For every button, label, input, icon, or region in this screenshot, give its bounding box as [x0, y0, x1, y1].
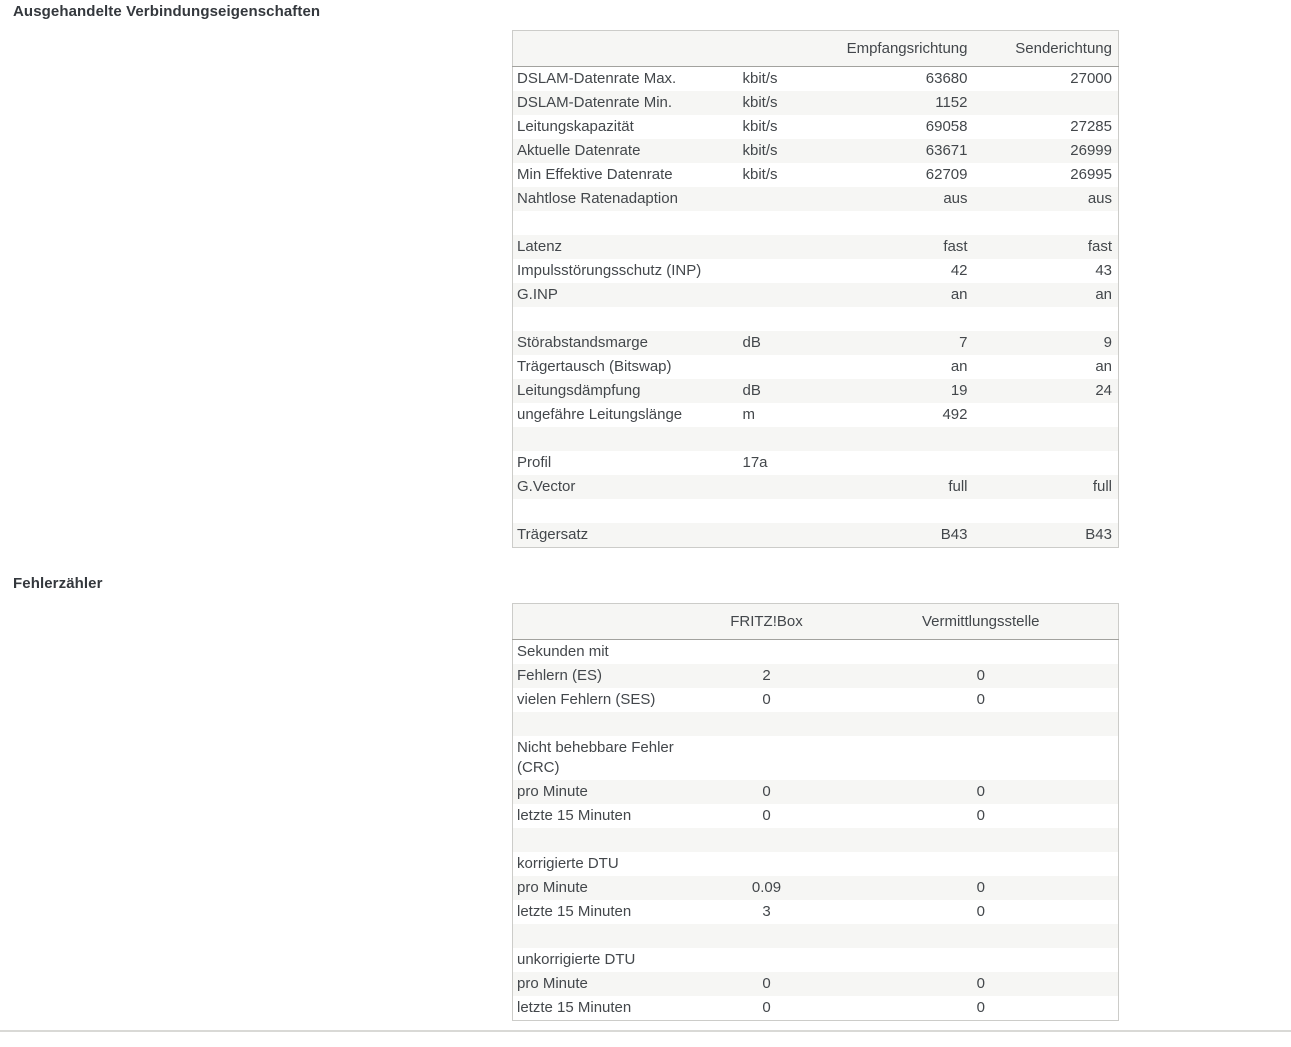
cell-label: pro Minute [517, 975, 588, 992]
cell-label [513, 211, 739, 235]
cell-label: Min Effektive Datenrate [517, 166, 673, 183]
cell-rx: 19 [950, 382, 968, 399]
cell-tx: 24 [1095, 382, 1112, 399]
cell-unit: kbit/s [742, 70, 778, 87]
cell-exchange [844, 924, 1119, 948]
table-row [513, 876, 1119, 900]
cell-unit: kbit/s [742, 166, 778, 183]
error-table-header [513, 604, 1119, 640]
cell-tx [974, 451, 1119, 475]
cell-unit: 17a [742, 454, 768, 471]
spacer-row [513, 427, 1119, 451]
cell-label: Trägertausch (Bitswap) [517, 358, 672, 375]
bottom-divider [0, 1030, 1291, 1032]
cell-label: Leitungsdämpfung [517, 382, 641, 399]
table-row [513, 688, 1119, 712]
cell-unit [739, 427, 819, 451]
table-row [513, 187, 1119, 211]
cell-label: G.INP [517, 286, 558, 303]
cell-label: Nicht behebbare Fehler (CRC) [517, 739, 674, 776]
cell-tx: 26999 [1070, 142, 1112, 159]
cell-label: letzte 15 Minuten [517, 807, 632, 824]
cell-label: Sekunden mit [517, 643, 609, 660]
table-row [513, 780, 1119, 804]
cell-label: ungefähre Leitungslänge [517, 406, 683, 423]
cell-exchange: 0 [976, 999, 985, 1016]
error-table-body [513, 640, 1119, 1021]
cell-label: pro Minute [517, 783, 588, 800]
cell-rx: 492 [942, 406, 968, 423]
cell-fritzbox: 0 [762, 783, 771, 800]
table-row [513, 640, 1119, 665]
cell-unit [739, 235, 819, 259]
cell-unit [739, 211, 819, 235]
cell-rx: an [950, 286, 968, 303]
table-row [513, 804, 1119, 828]
cell-fritzbox: 0 [762, 975, 771, 992]
cell-rx: 69058 [925, 118, 968, 135]
cell-label: Nahtlose Ratenadaption [517, 190, 678, 207]
cell-unit [739, 355, 819, 379]
table-row [513, 523, 1119, 548]
cell-fritzbox: 2 [762, 667, 771, 684]
table-row [513, 259, 1119, 283]
cell-label: Impulsstörungsschutz (INP) [517, 262, 702, 279]
cell-unit [739, 499, 819, 523]
cell-exchange [844, 712, 1119, 736]
cell-tx: fast [1087, 238, 1112, 255]
spacer-row [513, 712, 1119, 736]
cell-rx [819, 427, 974, 451]
cell-rx [819, 211, 974, 235]
cell-rx [819, 307, 974, 331]
header-row [513, 604, 1119, 640]
table-row [513, 996, 1119, 1021]
cell-tx: 27000 [1070, 70, 1112, 87]
cell-unit: m [742, 406, 755, 423]
spacer-row [513, 211, 1119, 235]
cell-exchange [844, 948, 1119, 972]
table-row [513, 972, 1119, 996]
table-row [513, 664, 1119, 688]
table-row [513, 948, 1119, 972]
cell-fritzbox: 3 [762, 903, 771, 920]
cell-fritzbox [690, 948, 844, 972]
cell-rx: an [950, 358, 968, 375]
connection-properties-table [512, 30, 1119, 548]
cell-fritzbox [690, 828, 844, 852]
cell-exchange: 0 [976, 903, 985, 920]
cell-rx: 1152 [935, 94, 968, 111]
cell-tx: 9 [1103, 334, 1112, 351]
cell-rx: 42 [950, 262, 968, 279]
error-counters-table [512, 603, 1119, 1021]
cell-rx: 63671 [925, 142, 968, 159]
cell-label [513, 828, 690, 852]
cell-exchange: 0 [976, 807, 985, 824]
cell-unit [739, 187, 819, 211]
header-cell-exchange: Vermittlungsstelle [844, 604, 1119, 640]
cell-tx: an [1095, 358, 1112, 375]
cell-unit: kbit/s [742, 118, 778, 135]
cell-tx [974, 403, 1119, 427]
cell-tx [974, 499, 1119, 523]
table-row [513, 451, 1119, 475]
cell-exchange: 0 [976, 975, 985, 992]
table-row [513, 379, 1119, 403]
cell-tx: an [1095, 286, 1112, 303]
cell-rx [819, 451, 974, 475]
cell-exchange: 0 [976, 667, 985, 684]
cell-label: letzte 15 Minuten [517, 999, 632, 1016]
cell-rx: aus [943, 190, 968, 207]
cell-label: unkorrigierte DTU [517, 951, 636, 968]
header-cell-upstream: Senderichtung [974, 31, 1119, 67]
table-row [513, 852, 1119, 876]
spacer-row [513, 924, 1119, 948]
table-row [513, 283, 1119, 307]
cell-label: DSLAM-Datenrate Min. [517, 94, 673, 111]
cell-fritzbox: 0 [762, 691, 771, 708]
cell-tx [974, 211, 1119, 235]
cell-rx [819, 499, 974, 523]
cell-rx: fast [943, 238, 968, 255]
cell-label: Aktuelle Datenrate [517, 142, 641, 159]
cell-label: Störabstandsmarge [517, 334, 648, 351]
spacer-row [513, 307, 1119, 331]
table-row [513, 403, 1119, 427]
cell-unit [739, 475, 819, 499]
cell-label [513, 427, 739, 451]
table-row [513, 900, 1119, 924]
cell-label: Trägersatz [517, 526, 589, 543]
cell-rx: 63680 [925, 70, 968, 87]
table-row [513, 163, 1119, 187]
header-cell-fritzbox: FRITZ!Box [690, 604, 844, 640]
cell-label: Latenz [517, 238, 563, 255]
header-cell-unit [739, 31, 819, 67]
cell-fritzbox [690, 640, 844, 665]
cell-exchange [844, 640, 1119, 665]
cell-tx: B43 [1085, 526, 1112, 543]
table-row [513, 67, 1119, 92]
cell-fritzbox: 0.09 [751, 879, 782, 896]
cell-fritzbox: 0 [762, 807, 771, 824]
cell-label: Leitungskapazität [517, 118, 634, 135]
header-row [513, 31, 1119, 67]
cell-unit: dB [742, 382, 761, 399]
cell-tx: 43 [1095, 262, 1112, 279]
cell-fritzbox [690, 924, 844, 948]
spacer-row [513, 499, 1119, 523]
header-cell-label [513, 31, 739, 67]
cell-label: Fehlern (ES) [517, 667, 603, 684]
section-title-connection-properties: Ausgehandelte Verbindungseigenschaften [13, 3, 321, 20]
table-row [513, 331, 1119, 355]
cell-label [513, 712, 690, 736]
cell-tx [974, 91, 1119, 115]
table-row [513, 115, 1119, 139]
table-row [513, 91, 1119, 115]
cell-unit [739, 307, 819, 331]
table-row [513, 475, 1119, 499]
table-row [513, 139, 1119, 163]
table-row [513, 355, 1119, 379]
cell-unit [739, 523, 819, 548]
cell-fritzbox: 0 [762, 999, 771, 1016]
section-title-error-counters: Fehlerzähler [13, 575, 103, 592]
cell-exchange: 0 [976, 783, 985, 800]
cell-rx: 62709 [925, 166, 968, 183]
header-cell-downstream: Empfangsrichtung [819, 31, 974, 67]
cell-label [513, 307, 739, 331]
cell-unit: dB [742, 334, 761, 351]
cell-tx: full [1092, 478, 1112, 495]
connection-table-body [513, 67, 1119, 548]
cell-label [513, 924, 690, 948]
cell-unit [739, 259, 819, 283]
cell-exchange: 0 [976, 691, 985, 708]
cell-exchange [844, 736, 1119, 780]
cell-label: G.Vector [517, 478, 576, 495]
cell-label: letzte 15 Minuten [517, 903, 632, 920]
cell-tx: 27285 [1070, 118, 1112, 135]
cell-exchange: 0 [976, 879, 985, 896]
cell-rx: full [948, 478, 968, 495]
cell-unit [739, 283, 819, 307]
cell-rx: 7 [959, 334, 968, 351]
cell-label [513, 499, 739, 523]
cell-tx: aus [1087, 190, 1112, 207]
cell-exchange [844, 852, 1119, 876]
connection-table-header [513, 31, 1119, 67]
cell-label: vielen Fehlern (SES) [517, 691, 656, 708]
cell-fritzbox [690, 852, 844, 876]
spacer-row [513, 828, 1119, 852]
cell-label: pro Minute [517, 879, 588, 896]
cell-rx: B43 [940, 526, 968, 543]
table-row [513, 736, 1119, 780]
cell-tx [974, 307, 1119, 331]
header-cell-label [513, 604, 690, 640]
cell-fritzbox [690, 736, 844, 780]
cell-label: Profil [517, 454, 552, 471]
cell-exchange [844, 828, 1119, 852]
cell-label: korrigierte DTU [517, 855, 619, 872]
cell-unit: kbit/s [742, 142, 778, 159]
cell-tx: 26995 [1070, 166, 1112, 183]
cell-fritzbox [690, 712, 844, 736]
cell-label: DSLAM-Datenrate Max. [517, 70, 677, 87]
cell-unit: kbit/s [742, 94, 778, 111]
table-row [513, 235, 1119, 259]
cell-tx [974, 427, 1119, 451]
